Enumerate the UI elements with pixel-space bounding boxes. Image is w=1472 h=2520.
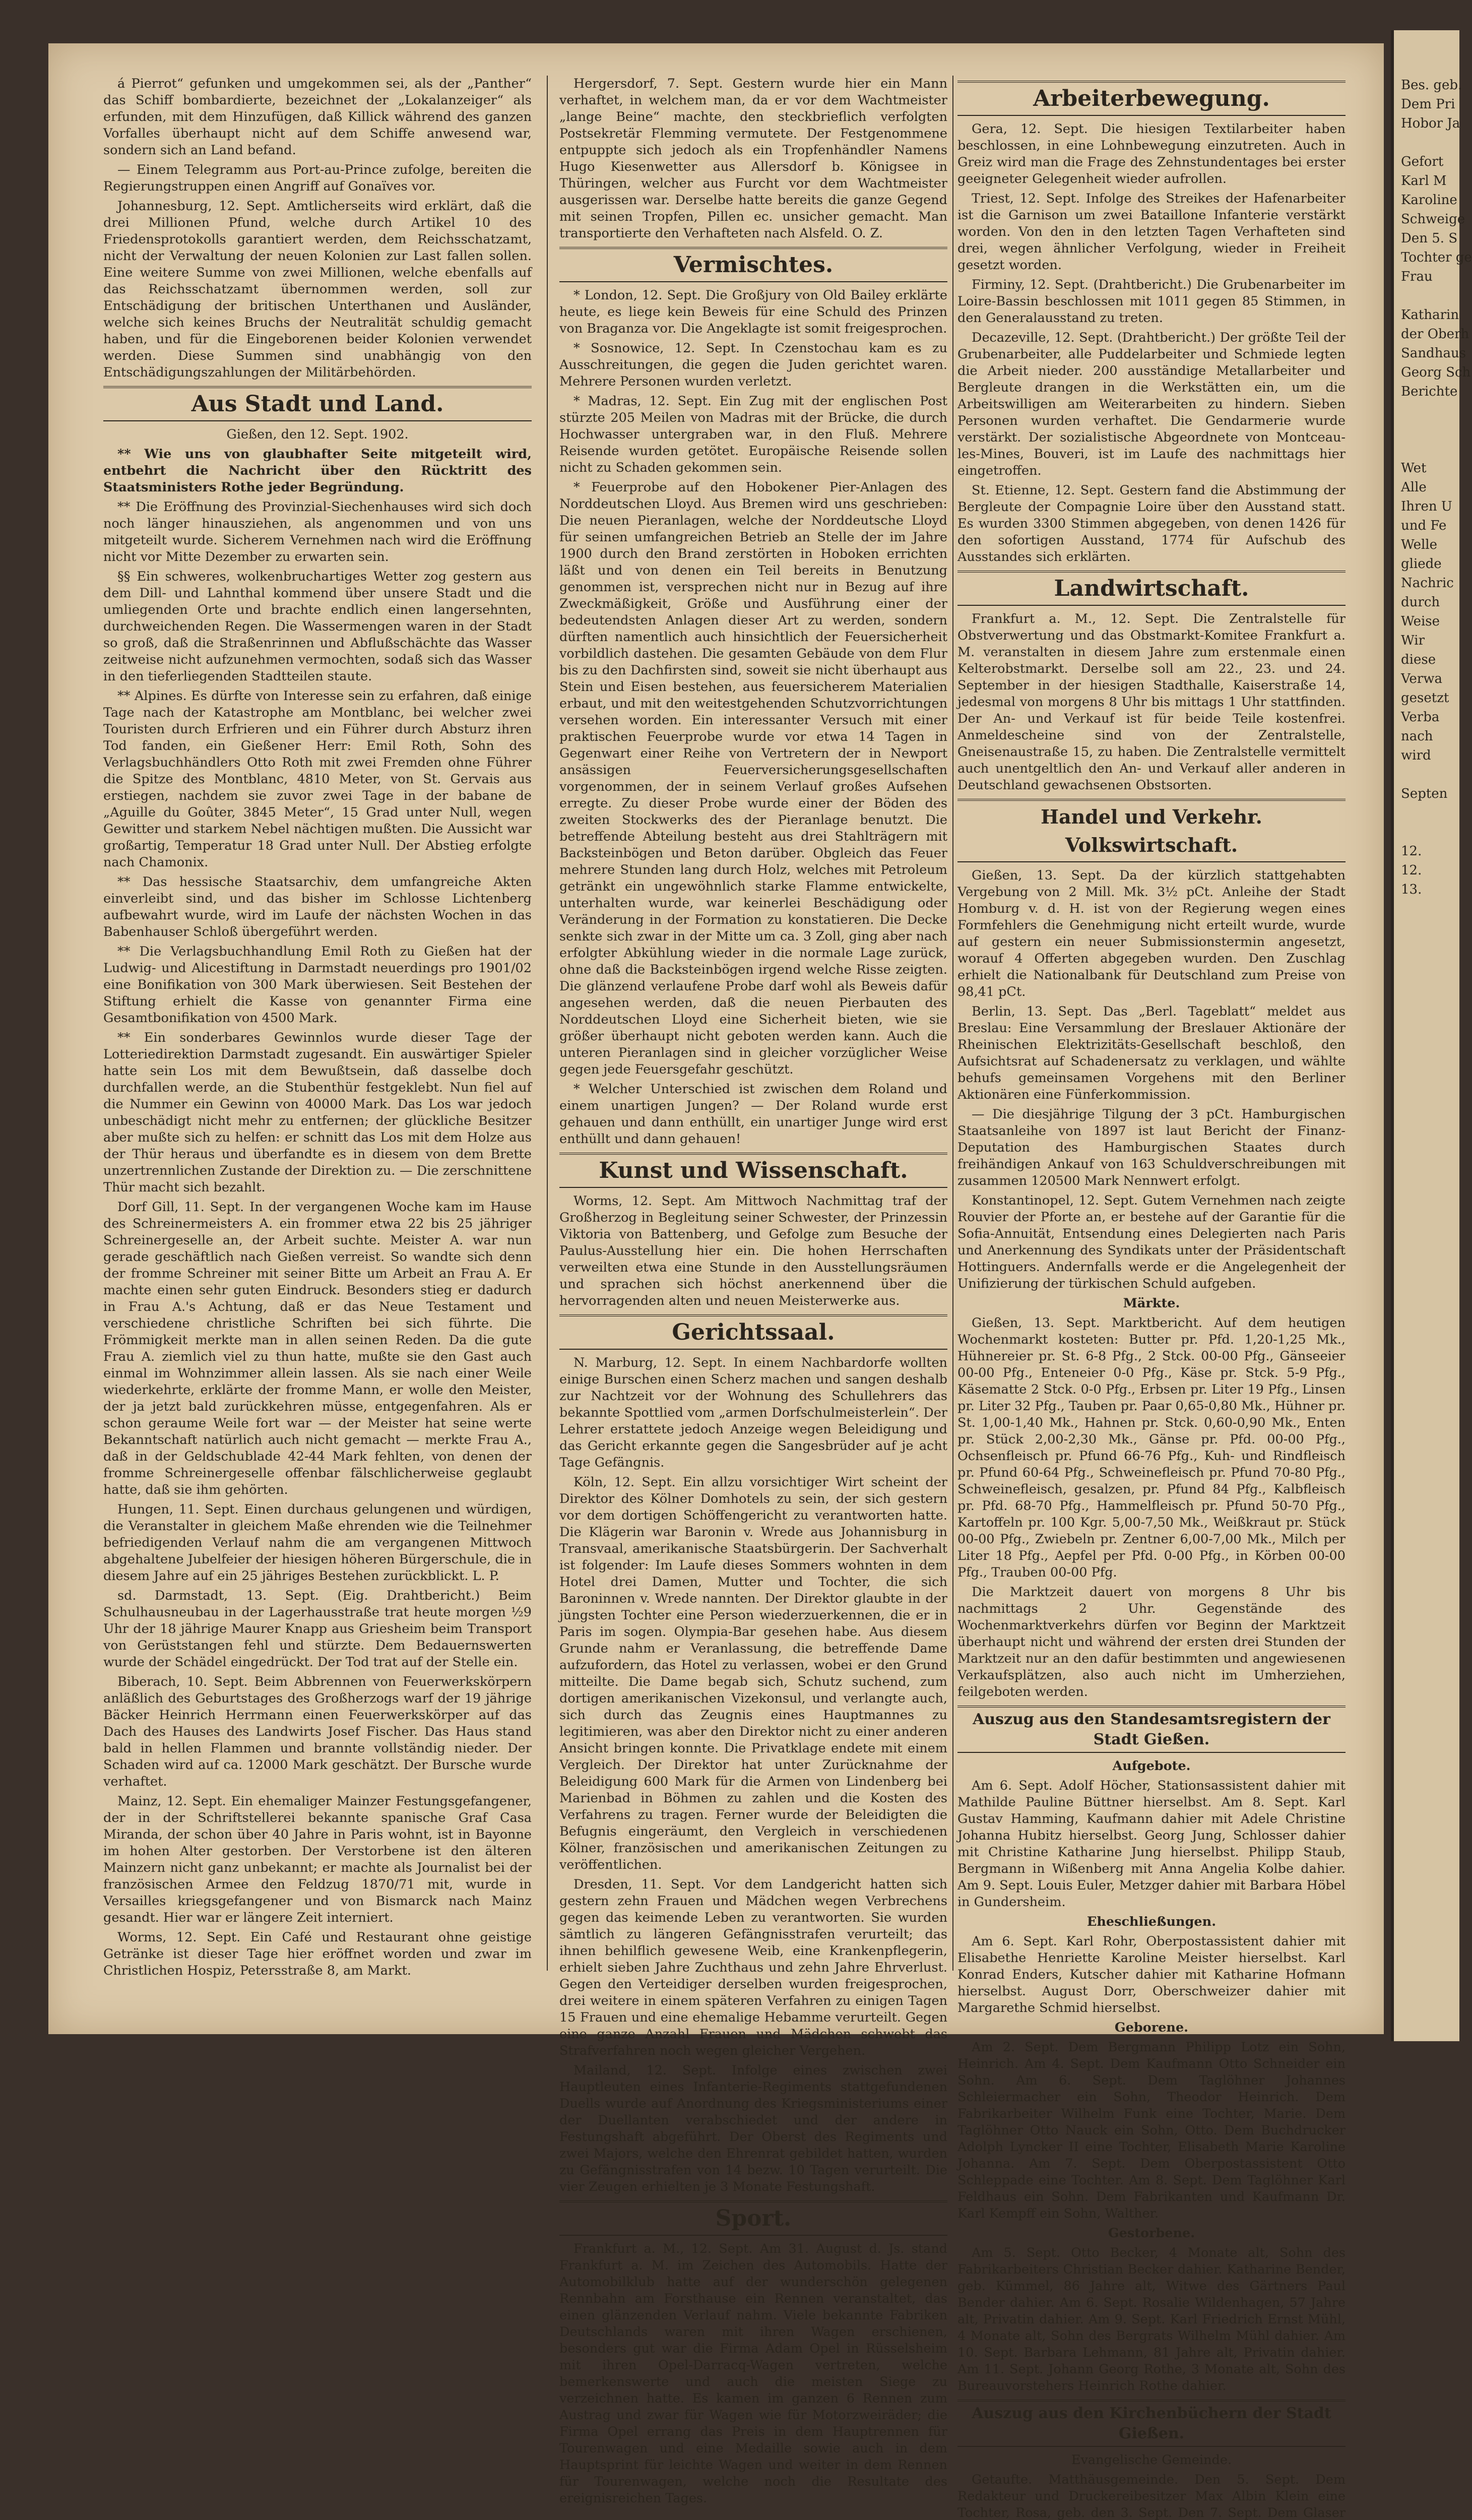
article-hungen: Hungen, 11. Sept. Einen durchaus gelungenen und würdigen, die Veranstalter in gleichem Maße ehrenden wie die Teilnehmer befriedigenden Verlauf nahm die am vergangenen Mittwoch abgehaltene Jubelfeier der hiesigen höheren Bürgerschule, die in diesem Jahre auf ein 25 jähriges Bestehen zurückblickt. L. P. xyxy=(103,1502,532,1584)
list-aufgebote: Am 6. Sept. Adolf Höcher, Stationsassistent dahier mit Mathilde Pauline Büttner hierselbst. Am 8. Sept. Karl Gustav Hamming, Kaufmann dahier mit Adele Christine Johanna Hubitz hierselbst. Georg Jung, Schlosser dahier mit Christine Katharine Jung hierselbst. Philipp Staub, Bergmann in Wißenberg mit Anna Angelia Kolbe dahier. Am 9. Sept. Louis Euler, Metzger dahier mit Barbara Höbel in Gundersheim. xyxy=(957,1778,1346,1910)
article-marburg: N. Marburg, 12. Sept. In einem Nachbardorfe wollten einige Burschen einen Scherz machen und sangen deshalb zur Nachtzeit vor der Wohnung des Schullehrers das bekannte Spottlied vom „armen Dorfschulmeisterlein“. Der Lehrer erstattete jedoch Anzeige wegen Beleidigung und das Gericht erkannte gegen die Sangesbrüder auf je acht Tage Gefängnis. xyxy=(559,1355,947,1470)
article-johannesburg: Johannesburg, 12. Sept. Amtlicherseits wird erklärt, daß die drei Millionen Pfund, welche durch Artikel 10 des Friedensprotokolls garantiert werden, dem Reichsschatzamt, nicht der Verwaltung der neuen Kolonien zur Last fallen sollen. Eine weitere Summe von zwei Millionen, welche ebenfalls auf das Reichsschatzamt übernommen werden, soll zur Entschädigung der britischen Unterthanen und Ausländer, welche sich keines Bruchs der Neutralität schuldig gemacht haben, und für die Eingeborenen beider Kolonien verwendet werden. Diese Summen sind unabhängig von den Entschädigungszahlungen der Militärbehörden. xyxy=(103,199,532,380)
edge-line: und Fe xyxy=(1401,518,1447,533)
edge-line: Karoline xyxy=(1401,193,1457,208)
edge-line: 13. xyxy=(1401,882,1422,897)
edge-line: Wet xyxy=(1401,461,1427,476)
edge-line: Gefort xyxy=(1401,154,1444,169)
column-divider xyxy=(952,76,953,1971)
article-dresden: Dresden, 11. Sept. Vor dem Landgericht hatten sich gestern zehn Frauen und Mädchen wegen Verbrechens gegen das keimende Leben zu verantworten. Sie wurden sämtlich zu längeren Gefängnisstrafen verurteilt; das ihnen behilflich gewesene Weib, eine Krankenpflegerin, erhielt sieben Jahre Zuchthaus und zehn Jahre Ehrverlust. Gegen den Verteidiger derselben wurden freigesprochen, drei weitere in einem späteren Verfahren zu einigen Tagen 15 Frauen und eine ehemalige Hebamme verurteilt. Gegen eine ganze Anzahl Frauen und Mädchen schwebt das Strafverfahren noch wegen gleicher Vergehen. xyxy=(559,1877,947,2058)
article-wetter: §§ Ein schweres, wolkenbruchartiges Wetter zog gestern aus dem Dill- und Lahnthal kommend über unsere Stadt und die umliegenden Orte und brachte endlich einen langersehnten, durchweichenden Regen. Die Wassermengen waren in der Stadt so groß, daß die Straßenrinnen und Abflußschächte das Wasser zeitweise nicht aufzunehmen vermochten, sodaß sich das Wasser in den tieferliegenden Stadtteilen staute. xyxy=(103,569,532,684)
edge-line: Schweige xyxy=(1401,212,1465,227)
section-heading-gerichtssaal: Gerichtssaal. xyxy=(559,1314,947,1350)
list-eheschliessungen: Am 6. Sept. Karl Rohr, Oberpostassistent dahier mit Elisabethe Henriette Karoline Meister hierselbst. Karl Konrad Enders, Kutscher dahier mit Katharine Hofmann hierselbst. August Dorr, Oberschweizer dahier mit Margarethe Schmid hierselbst. xyxy=(957,1934,1346,2015)
article-koeln: Köln, 12. Sept. Ein allzu vorsichtiger Wirt scheint der Direktor des Kölner Domhotels zu sein, der sich gestern vor dem dortigen Schöffengericht zu verantworten hatte. Die Klägerin war Baronin v. Wrede aus Johannisburg in Transvaal, amerikanische Staatsbürgerin. Der Sachverhalt ist folgender: Im Laufe dieses Sommers wohnten in dem Hotel drei Damen, Mutter und Tochter, die sich Baroninnen v. Wrede nannten. Der Direktor glaubte in der jüngsten Tochter eine Person wiederzuerkennen, die er in Paris im sogen. Olympia-Bar gesehen habe. Aus diesem Grunde nahm er Veranlassung, die betreffende Dame aufzufordern, das Hotel zu verlassen, wobei er den Grund mitteilte. Die Dame begab sich, Schutz suchend, zum dortigen amerikanischen Vizekonsul, und verlangte auch, sich durch das Zeugnis eines Hauptmannes zu legitimieren, was aber den Direktor nicht zu einer anderen Ansicht bringen konnte. Die Privatklage endete mit einem Vergleich. Der Direktor hat unter Zurücknahme der Beleidigung 600 Mark für die Armen von Lindenberg bei Marienbad in Böhmen zu zahlen und die Kosten des Verfahrens zu tragen. Ferner wurde der Beleidigten die Befugnis eingeräumt, den Vergleich in verschiedenen Kölner, französischen und amerikanischen Zeitungen zu veröffentlichen. xyxy=(559,1475,947,1872)
edge-line xyxy=(1401,823,1456,842)
article-mainz: Mainz, 12. Sept. Ein ehemaliger Mainzer Festungsgefangener, der in der Schriftstellerei bekannte spanische Graf Casa Miranda, der schon über 40 Jahre in Paris wohnt, ist in Bayonne im hohen Alter gestorben. Der Verstorbene ist den älteren Mainzern nicht ganz unbekannt; er machte als Journalist bei der französischen Armee den Feldzug 1870/71 mit, wurde in Versailles kriegsgefangener und von Bismarck nach Mainz gesandt. Hier war er längere Zeit interniert. xyxy=(103,1794,532,1925)
subheading-gemeinde: Evangelische Gemeinde. xyxy=(1071,2452,1232,2468)
article-staatsarchiv: ** Das hessische Staatsarchiv, dem umfangreiche Akten einverleibt sind, und das bisher im Schlosse Lichtenberg aufbewahrt wurde, wird im Laufe der nächsten Wochen in das Babenhauser Schloß übergeführt werden. xyxy=(103,874,532,939)
edge-line: Alle xyxy=(1401,480,1427,495)
edge-line: Den 5. S xyxy=(1401,231,1458,246)
section-heading-sport: Sport. xyxy=(559,2200,947,2236)
list-getaufte: Getaufte. Matthäusgemeinde. Den 5. Sept. Dem Redakteur und Druckereibesitzer Max Albin Klein eine Tochter, Rosa, geb. den 3. Sept. Den 7. Sept. Dem Glaser xyxy=(957,2472,1346,2520)
edge-line: Tochter ge xyxy=(1401,250,1472,265)
edge-line: nach xyxy=(1401,729,1433,744)
edge-line: Verwa xyxy=(1401,671,1442,686)
edge-line: Sandhaus xyxy=(1401,346,1466,361)
article-berlin: Berlin, 13. Sept. Das „Berl. Tageblatt“ meldet aus Breslau: Eine Versammlung der Breslauer Aktionäre der Rheinischen Elektrizitäts-Gesellschaft beschloß, den Aufsichtsrat auf Schadenersatz zu verklagen, und wählte behufs gemeinsamen Vorgehens mit den Berliner Aktionären eine Fünferkommission. xyxy=(957,1004,1346,1102)
column-1 xyxy=(103,76,532,1976)
edge-line: Hobor Ja xyxy=(1401,116,1460,131)
article-landwirtschaft: Frankfurt a. M., 12. Sept. Die Zentralstelle für Obstverwertung und das Obstmarkt-Komitee Frankfurt a. M. veranstalten in diesem Jahre zum erstenmale einen Kelterobstmarkt. Derselbe soll am 22., 23. und 24. September in der hiesigen Stadthalle, Kaiserstraße 14, jedesmal von morgens 8 Uhr bis mittags 1 Uhr stattfinden. Der An- und Verkauf ist für beide Teile kostenfrei. Anmeldescheine sind von der Zentralstelle, Gneisenaustraße 15, zu haben. Die Zentralstelle vermittelt auch unentgeltlich den An- und Verkauf aller anderen in Deutschland gewachsenen Obstsorten. xyxy=(957,611,1346,793)
edge-line xyxy=(1401,765,1456,784)
edge-line: Dem Pri xyxy=(1401,97,1455,112)
edge-line: wird xyxy=(1401,748,1431,763)
article-london: * London, 12. Sept. Die Großjury von Old Bailey erklärte heute, es liege kein Beweis für eine Schuld des Prinzen von Braganza vor. Die Angeklagte ist somit freigesprochen. xyxy=(559,288,947,336)
article-giessen-handel: Gießen, 13. Sept. Da der kürzlich stattgehabten Vergebung von 2 Mill. Mk. 3½ pCt. Anleihe der Stadt Homburg v. d. H. ist von der Regierung wegen eines Formfehlers die Genehmigung nicht erteilt wurde, wurde auf gestern ein neuer Submissionstermin angesetzt, worauf 4 Offerten abgegeben wurden. Den Zuschlag erhielt die Nationalbank für Deutschland zum Preise von 98,41 pCt. xyxy=(957,868,1346,999)
section-heading-standesamt: Auszug aus den Standesamtsregistern der Stadt Gießen. xyxy=(957,1706,1346,1753)
article-sosnowice: * Sosnowice, 12. Sept. In Czenstochau kam es zu Ausschreitungen, die gegen die Juden gerichtet waren. Mehrere Personen wurden verletzt. xyxy=(559,341,947,389)
article-dorf-gill: Dorf Gill, 11. Sept. In der vergangenen Woche kam im Hause des Schreinermeisters A. ein frommer etwa 22 bis 25 jähriger Schreinergeselle an, der Arbeit suchte. Meister A. war nun gerade geschäftlich nach Gießen verreist. So wandte sich denn der fromme Schreiner mit seiner Bitte um Arbeit an Frau A. Er machte einen sehr guten Eindruck. Besonders stieg er dadurch in Frau A.'s Achtung, daß er das Neue Testament und verschiedene christliche Schriften bei sich führte. Die Frömmigkeit merkte man in allen seinen Reden. Da die gute Frau A. ziemlich viel zu thun hatte, mußte sie den Gast auch einmal im Wohnzimmer allein lassen. Als sie nach einer Weile wiederkehrte, erklärte der fromme Mann, er wolle den Meister, der ja jetzt bald zurückkehren müsse, entgegenfahren. Als er schon geraume Weile fort war — der Meister hat seine werte Bekanntschaft natürlich auch nicht gemacht — merkte Frau A., daß in der Geldschublade 42-44 Mark fehlten, von denen der fromme Schreinergeselle offenbar fälschlicherweise geglaubt hatte, daß sie ihm gehörten. xyxy=(103,1200,532,1497)
article-gera: Gera, 12. Sept. Die hiesigen Textilarbeiter haben beschlossen, in eine Lohnbewegung einzutreten. Auch in Greiz wird man die Frage des Zehnstundentages bei erster geeigneter Gelegenheit wieder aufrollen. xyxy=(957,121,1346,186)
edge-line: Weise xyxy=(1401,614,1440,629)
article-darmstadt: sd. Darmstadt, 13. Sept. (Eig. Drahtbericht.) Beim Schulhausneubau in der Lagerhausstraße trat heute morgen ½9 Uhr der 18 jährige Maurer Knapp aus Griesheim beim Transport von Gerüststangen fehl und stürzte. Dem Bedauernswerten wurde der Schädel eingedrückt. Der Tod trat auf der Stelle ein. xyxy=(103,1588,532,1670)
section-heading-vermischtes: Vermischtes. xyxy=(559,247,947,282)
edge-line: Katharin xyxy=(1401,307,1459,323)
column-2 xyxy=(559,76,947,2506)
edge-line: gesetzt xyxy=(1401,690,1449,706)
article-mailand: Mailand, 12. Sept. Infolge eines zwischen zwei Hauptleuten eines Infanterie-Regiments stattgefundenen Duells wurde auf Anordnung des Kriegsministeriums einer der Duellanten verabschiedet und der andere in Festungshaft abgeführt. Der Oberst des Regiments und zwei Majors, welche den Ehrenrat gebildet hatten, wurden zu Gefängnisstrafen von 14 bezw. 10 Tagen verurteilt. Die vier Zeugen erhielten je 3 Monate Festungshaft. xyxy=(559,2063,947,2194)
article-decazeville: Decazeville, 12. Sept. (Drahtbericht.) Der größte Teil der Grubenarbeiter, alle Puddelarbeiter und Schmiede legten die Arbeit nieder. 200 ausständige Metallarbeiter und Bergleute drangen in die Werkstätten ein, um die Arbeitswilligen am Weiterarbeiten zu hindern. Sieben Personen wurden verhaftet. Die Gendarmerie wurde verstärkt. Der sozialistische Abgeordnete von Montceau-les-Mines, Bouveri, ist im Laufe des nachmittags hier eingetroffen. xyxy=(957,330,1346,478)
article-sport: Frankfurt a. M., 12. Sept. Am 31. August d. Js. stand Frankfurt a. M. im Zeichen des Automobils. Hatte der Automobilklub hatte auf der wunderschön gelegenen Rennbahn am Forsthause ein Rennen veranstaltet, das einen glänzenden Verlauf nahm. Viele bekannte Fabriken Deutschlands waren mit ihren Wagen erschienen, besonders gut war die Firma Adam Opel in Rüsselsheim mit ihren Opel-Darracq-Wagen vertreten, welche bemerkenswerte und auch die meisten Siege zu verzeichnen hatte. Es kamen im ganzen 6 Rennen zum Austrag und zwar für Wagen wie für Motorzweiräder; die Firma Opel errang das Preis in dem Hauptrennen für Tourenwagen und eine Medaille sowie auch in dem Hauptsprint für leichte Wagen und weiter in dem Rennen für Tourenwagen, welche noch die Resultate des ereignisreichen Tages. xyxy=(559,2241,947,2506)
edge-line xyxy=(1401,286,1456,305)
article-worms: Worms, 12. Sept. Ein Café und Restaurant ohne geistige Getränke ist dieser Tage hier eröffnet worden und zwar im Christlichen Hospiz, Petersstraße 8, am Markt. xyxy=(103,1930,532,1978)
list-geborene: Am 2. Sept. Dem Bergmann Philipp Lotz ein Sohn, Heinrich. Am 4. Sept. Dem Kaufmann Otto Schneider ein Sohn. Am 6. Sept. Dem Taglöhner Johannes Schleiermacher ein Sohn, Theodor Heinrich. Dem Fabrikarbeiter Wilhelm Funk eine Tochter, Marie. Dem Taglöhner Otto Nauck ein Sohn, Otto. Dem Buchdrucker Adolph Lyncker II eine Tochter, Elisabeth Marie Karoline Johanna. Am 7. Sept. Dem Oberpostassistent Otto Schleppade eine Tochter. Am 8. Sept. Dem Taglöhner Karl Feldhaus ein Sohn. Dem Fabrikanten und Kaufmann Dr. Karl Kempff ein Sohn, Walther. xyxy=(957,2040,1346,2221)
subheading-geborene: Geborene. xyxy=(1114,2020,1189,2035)
article-madras: * Madras, 12. Sept. Ein Zug mit der englischen Post stürzte 205 Meilen von Madras mit der Brücke, die durch Hochwasser untergraben war, in den Fluß. Mehrere Reisende wurden getötet. Europäische Reisende sollen nicht zu Schaden gekommen sein. xyxy=(559,394,947,475)
article-marktzeit: Die Marktzeit dauert von morgens 8 Uhr bis nachmittags 2 Uhr. Gegenstände des Wochenmarktverkehrs dürfen vor Beginn der Marktzeit überhaupt nicht und während der ersten drei Stunden der Marktzeit nur an den dafür bestimmten und angewiesenen Verkaufsplätzen, also auch nicht im Umherziehen, feilgeboten werden. xyxy=(957,1585,1346,1699)
edge-line xyxy=(1401,439,1456,459)
article-siechenhaus: ** Die Eröffnung des Provinzial-Siechenhauses wird sich doch noch länger hinausziehen, als angenommen und von uns mitgeteilt wurde. Sicherem Vernehmen nach wird die Eröffnung nicht vor Mitte Dezember zu erwarten sein. xyxy=(103,499,532,564)
article-marktbericht: Gießen, 13. Sept. Marktbericht. Auf dem heutigen Wochenmarkt kosteten: Butter pr. Pfd. 1,20-1,25 Mk., Hühnereier pr. St. 6-8 Pfg., 2 Stck. 00-00 Pfg., Gänseeier 00-00 Pfg., Enteneier 0-0 Pfg., Käse pr. Stck. 5-9 Pfg., Käsematte 2 Stck. 0-0 Pfg., Erbsen pr. Liter 19 Pfg., Linsen pr. Liter 32 Pfg., Tauben pr. Paar 0,65-0,80 Mk., Hühner pr. St. 1,00-1,40 Mk., Hahnen pr. Stck. 0,60-0,90 Mk., Enten pr. Stück 2,00-2,30 Mk., Gänse pr. Pfd. 00-00 Pfg., Ochsenfleisch pr. Pfund 66-76 Pfg., Kuh- und Rindfleisch pr. Pfund 60-64 Pfg., Schweinefleisch pr. Pfund 70-80 Pfg., Schweinefleisch, gesalzen, pr. Pfund 84 Pfg., Kalbfleisch pr. Pfd. 68-70 Pfg., Hammelfleisch pr. Pfund 50-70 Pfg., Kartoffeln pr. 100 Kgr. 5,00-7,50 Mk., Weißkraut pr. Stück 00-00 Pfg., Zwiebeln pr. Zentner 6,00-7,00 Mk., Milch per Liter 18 Pfg., Aepfel per Pfd. 0-00 Pfg., in Körben 00-00 Pfg., Trauben 00-00 Pfg. xyxy=(957,1315,1346,1580)
edge-line xyxy=(1401,803,1456,823)
article-pierrot: á Pierrot“ gefunken und umgekommen sei, als der „Panther“ das Schiff bombardierte, bezeichnet der „Lokalanzeiger“ als erfunden, mit dem Hinzufügen, daß Killick während des ganzen Vorfalles überhaupt nicht auf dem Schiffe anwesend war, sondern sich an Land befand. xyxy=(103,76,532,158)
section-heading-handel: Handel und Verkehr. Volkswirtschaft. xyxy=(957,799,1346,862)
edge-line: Verba xyxy=(1401,710,1440,725)
article-unterschied: * Welcher Unterschied ist zwischen dem Roland und einem unartigen Jungen? — Der Roland wurde erst gehauen und dann enthüllt, ein unartiger Junge wird erst enthüllt und dann gehauen! xyxy=(559,1082,947,1147)
edge-line: der Oberh xyxy=(1401,327,1469,342)
article-biberach: Biberach, 10. Sept. Beim Abbrennen von Feuerwerkskörpern anläßlich des Geburtstages des Großherzogs warf der 19 jährige Bäcker Heinrich Herrmann einen Feuerwerkskörper auf das Dach des Hauses des Landwirts Josef Fischer. Das Haus stand bald in hellen Flammen und brannte vollständig nieder. Der Schaden wird auf ca. 12000 Mark geschätzt. Der Bursche wurde verhaftet. xyxy=(103,1674,532,1789)
article-worms-kunst: Worms, 12. Sept. Am Mittwoch Nachmittag traf der Großherzog in Begleitung seiner Schwester, der Prinzessin Viktoria von Battenberg, und Gefolge zum Besuche der Paulus-Ausstellung hier ein. Die hohen Herrschaften verweilten etwa eine Stunde in den Ausstellungsräumen und sprachen sich höchst anerkennend über die hervorragenden alten und neuen Meisterwerke aus. xyxy=(559,1193,947,1308)
article-hamburg: — Die diesjährige Tilgung der 3 pCt. Hamburgischen Staatsanleihe von 1897 ist laut Bericht der Finanz-Deputation des Hamburgischen Staates durch freihändigen Ankauf von 163 Schuldverschreibungen mit zusammen 120500 Mark Nennwert erfolgt. xyxy=(957,1107,1346,1188)
edge-line xyxy=(1401,420,1456,439)
article-hergersdorf: Hergersdorf, 7. Sept. Gestern wurde hier ein Mann verhaftet, in welchem man, da er vor dem Wachtmeister „lange Beine“ machte, den steckbrieflich verfolgten Postsekretär Flemming vermutete. Der Festgenommene entpuppte sich jedoch als ein Tropfenhändler Namens Hugo Kiesenwetter aus Allersdorf b. Königsee in Thüringen, welcher aus Furcht vor dem Wachtmeister ausgerissen war. Derselbe hatte bereits die ganze Gegend mit seinen Tropfen, Pillen ec. unsicher gemacht. Man transportierte den Verhafteten nach Alsfeld. O. Z. xyxy=(559,76,947,241)
article-notice: ** Wie uns von glaubhafter Seite mitgeteilt wird, entbehrt die Nachricht über den Rücktritt des Staatsministers Rothe jeder Begründung. xyxy=(103,447,532,495)
edge-line: durch xyxy=(1401,595,1440,610)
section-heading-stadt-und-land: Aus Stadt und Land. xyxy=(103,386,532,421)
list-gestorbene: Am 5. Sept. Otto Becker, 4 Monate alt, Sohn des Fabrikarbeiters Christian Becker dahier. Katharine Bender, geb. Kümmel, 86 Jahre alt, Witwe des Gärtners Paul Bender dahier. Am 6. Sept. Rosalie Wildenhagen, 57 Jahre alt, Privatin dahier. Am 9. Sept. Karl Friedrich Ernst Mühl, 4 Monate alt, Sohn des Bergrats Wilhelm Mühl dahier. Am 10. Sept. Barbara Lehmann, 81 Jahre alt, Privatin dahier. Am 11. Sept. Johann Georg Rothe, 3 Monate alt, Sohn des Bureauvorstehers Heinrich Rothe dahier. xyxy=(957,2245,1346,2393)
edge-line: Welle xyxy=(1401,537,1438,552)
article-alpines: ** Alpines. Es dürfte von Interesse sein zu erfahren, daß einige Tage nach der Katastrophe am Montblanc, bei welcher zwei Touristen durch Erfrieren und ein Führer durch Absturz ihren Tod fanden, ein Gießener Herr: Emil Roth, Sohn des Verlagsbuchhändlers Otto Roth mit zwei Fremden ohne Führer die Spitze des Montblanc, 4810 Meter, von St. Gervais aus erstiegen, nachdem sie zuvor zwei Tage in der babane de „Aguille du Goûter, 3845 Meter“, 15 Grad unter Null, wegen Gewitter und starkem Nebel nächtigen mußten. Die Aussicht war großartig, Temperatur 18 Grad unter Null. Der Abstieg erfolgte nach Chamonix. xyxy=(103,688,532,870)
edge-line: Karl M xyxy=(1401,173,1447,188)
article-firminy: Firminy, 12. Sept. (Drahtbericht.) Die Grubenarbeiter im Loire-Bassin beschlossen mit 1011 gegen 85 Stimmen, in den Generalausstand zu treten. xyxy=(957,277,1346,326)
next-page-fragments xyxy=(1394,30,1472,899)
dateline: Gießen, den 12. Sept. 1902. xyxy=(226,427,409,442)
edge-line: diese xyxy=(1401,652,1436,667)
section-heading-kirchenbuecher: Auszug aus den Kirchenbüchern der Stadt Gießen. xyxy=(957,2400,1346,2447)
column-divider xyxy=(547,76,548,1971)
edge-line: Septen xyxy=(1401,786,1448,801)
article-st-etienne: St. Etienne, 12. Sept. Gestern fand die Abstimmung der Bergleute der Compagnie Loire über den Ausstand statt. Es wurden 3300 Stimmen abgegeben, von denen 1426 für den sofortigen Ausstand, 1774 für Aufschub des Ausstandes sich erklärten. xyxy=(957,483,1346,564)
edge-line: Ihren U xyxy=(1401,499,1452,514)
article-feuerprobe: * Feuerprobe auf den Hobokener Pier-Anlagen des Norddeutschen Lloyd. Aus Bremen wird uns geschrieben: Die neuen Pieranlagen, welche der Norddeutsche Lloyd für seinen umfangreichen Betrieb an Stelle der im Jahre 1900 durch den Brand zerstörten in Hoboken errichten läßt und von denen ein Teil bereits in Benutzung genommen ist, versprechen nicht nur in Bezug auf ihre Zweckmäßigkeit, Größe und Ausführung einer der bedeutendsten Anlagen dieser Art zu werden, sondern dürften namentlich auch hinsichtlich der Feuersicherheit vorbildlich dastehen. Die gesamten Gebäude von dem Flur bis zu den Dachfirsten sind, soweit sie nicht überhaupt aus Stein und Eisen bestehen, aus feuersicherem Materialien erbaut, und mit den weitestgehenden Schutzvorrichtungen versehen worden. Ein interessanter Versuch mit einer praktischen Feuerprobe wurde vor etwa 14 Tagen in Gegenwart einer Reihe von Vertretern der in Newport ansässigen Feuerversicherungsgesellschaften vorgenommen, der in seinem Verlauf großes Aufsehen erregte. Zu dieser Probe wurde einer der Böden des zweiten Stockwerks des der Pieranlage benutzt. Die betreffende Abteilung besteht aus drei Stahlträgern mit Backsteinbögen und Beton darüber. Obgleich das Feuer mehrere Stunden lang durch Holz, welches mit Petroleum getränkt ein ungewöhnlich starke Flamme entwickelte, unterhalten wurde, war keinerlei Beschädigung oder Veränderung in der Formation zu konstatieren. Die Decke senkte sich zwar in der Mitte um ca. 3 Zoll, ging aber nach erfolgter Abkühlung wieder in die normale Lage zurück, ohne daß die Backsteinbögen irgend welche Risse zeigten. Die glänzend verlaufene Probe darf wohl als Beweis dafür angesehen werden, daß die neuen Pierbauten des Norddeutschen Lloyd eine Sicherheit bieten, wie sie größer überhaupt nicht geboten werden kann. Auch die unteren Pieranlagen sind in gleicher vorzüglicher Weise gegen jede Feuersgefahr geschützt. xyxy=(559,480,947,1077)
edge-line: Bes. geb. xyxy=(1401,78,1462,93)
article-port-au-prince: — Einem Telegramm aus Port-au-Prince zufolge, bereiten die Regierungstruppen einen Angriff auf Gonaïves vor. xyxy=(103,162,532,194)
edge-line: 12. xyxy=(1401,844,1422,859)
article-gewinnlos: ** Ein sonderbares Gewinnlos wurde dieser Tage der Lotteriedirektion Darmstadt zugesandt. Ein auswärtiger Spieler hatte sein Los mit dem Bewußtsein, daß dasselbe doch durchfallen werde, an die Stubenthür festgeklebt. Nun fiel auf die Nummer ein Gewinn von 40000 Mark. Das Los war jedoch unbeschädigt nicht mehr zu entfernen; der glückliche Besitzer aber mußte sich zu helfen: er schnitt das Los mit dem Holze aus der Thür heraus und überfandte es in diesem von dem Brette unzertrennlichen Zustande der Direktion zu. — Die zerschnittene Thür macht sich bezahlt. xyxy=(103,1030,532,1195)
edge-line: Nachric xyxy=(1401,576,1454,591)
article-triest: Triest, 12. Sept. Infolge des Streikes der Hafenarbeiter ist die Garnison um zwei Bataillone Infanterie verstärkt worden. Von den in den letzten Tagen Verhafteten sind drei, wegen ähnlicher Verfolgung, wieder in Freiheit gesetzt worden. xyxy=(957,191,1346,273)
edge-line: Berichte xyxy=(1401,384,1458,399)
edge-line: 12. xyxy=(1401,863,1422,878)
edge-line: Georg Sch xyxy=(1401,365,1471,380)
section-heading-landwirtschaft: Landwirtschaft. xyxy=(957,571,1346,606)
column-3 xyxy=(957,76,1346,2520)
article-verlag: ** Die Verlagsbuchhandlung Emil Roth zu Gießen hat der Ludwig- und Alicestiftung in Darmstadt neuerdings pro 1901/02 eine Bonifikation von 300 Mark überwiesen. Seit Bestehen der Stiftung erhielt die Kasse von genannter Firma eine Gesamtbonifikation von 4500 Mark. xyxy=(103,944,532,1026)
edge-line: Frau xyxy=(1401,269,1433,284)
section-heading-arbeiterbewegung: Arbeiterbewegung. xyxy=(957,81,1346,116)
edge-line xyxy=(1401,401,1456,420)
edge-line: gliede xyxy=(1401,556,1442,572)
section-heading-kunst: Kunst und Wissenschaft. xyxy=(559,1153,947,1188)
edge-line: Wir xyxy=(1401,633,1425,648)
subheading-eheschliessungen: Eheschließungen. xyxy=(1086,1914,1217,1929)
subheading-aufgebote: Aufgebote. xyxy=(1112,1758,1191,1774)
edge-line xyxy=(1401,133,1456,152)
next-page-edge xyxy=(1391,30,1472,2041)
subheading-maerkte: Märkte. xyxy=(1123,1296,1180,1311)
subheading-gestorbene: Gestorbene. xyxy=(1108,2226,1195,2241)
article-konstantinopel: Konstantinopel, 12. Sept. Gutem Vernehmen nach zeigte Rouvier der Pforte an, er bestehe auf der Garantie für die Sofia-Annuität, Entsendung eines Delegierten nach Paris und Anerkennung des Syndikats unter der Präsidentschaft Hottinguers. Andernfalls werde er die Angelegenheit der Unifizierung der türkischen Schuld aufgeben. xyxy=(957,1193,1346,1291)
